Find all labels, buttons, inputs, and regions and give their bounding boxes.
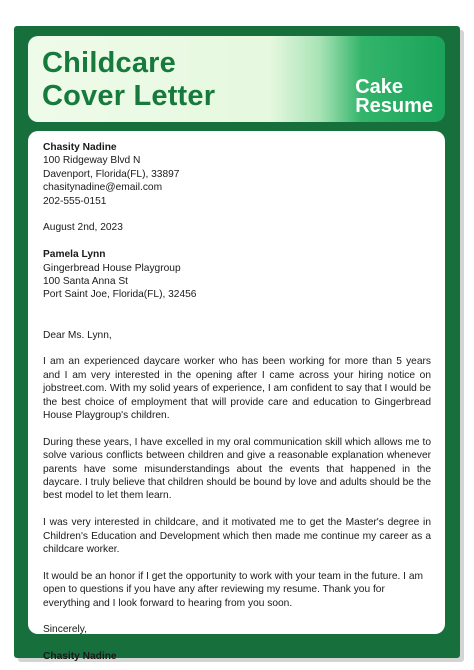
paragraph-1: I am an experienced daycare worker who has been working for more than 5 years and I am very interested in the opening after I came across your hiring notice on jobstreet.com. With my solid years of experience, I am confident to say that I would be the best choice of employment that will provide care and education to Gingerbread House Playgroup's children. (43, 356, 431, 422)
salutation: Dear Ms. Lynn, (43, 329, 112, 341)
cake-resume-logo (355, 78, 433, 116)
paragraph-4: It would be an honor if I get the opportunity to work with your team in the future. I am open to questions if you have any after reviewing my resume. Thank you for everything and I look forward to hearing from you soon. (43, 570, 423, 609)
closing: Sincerely, (43, 624, 87, 636)
logo-line-2: Resume (355, 95, 433, 117)
sender-street: 100 Ridgeway Blvd N (43, 155, 141, 167)
letter-content (43, 141, 431, 664)
recipient-street: 100 Santa Anna St (43, 276, 128, 288)
document-title (42, 47, 215, 113)
sender-phone: 202-555-0151 (43, 195, 107, 207)
recipient-name: Pamela Lynn (43, 249, 106, 261)
recipient-company: Gingerbread House Playgroup (43, 262, 181, 274)
header-banner (28, 36, 445, 122)
title-line-1: Childcare (42, 47, 176, 79)
paragraph-3: I was very interested in childcare, and it motivated me to get the Master's degree in Children's Education and Development which then made me continue my career as a childcare worker. (43, 517, 431, 556)
logo-line-1: Cake (355, 76, 403, 98)
signature-name: Chasity Nadine (43, 651, 117, 663)
letter-body (28, 131, 445, 663)
letter-date: August 2nd, 2023 (43, 222, 123, 234)
sender-city: Davenport, Florida(FL), 33897 (43, 168, 180, 180)
paragraph-2: During these years, I have excelled in my oral communication skill which allows me to solve various conflicts between children and give a reasonable explanation whenever parents have some misunderstandings about the events that happened in the daycare. I truly believe that children should be bound by love and adults should be the best model to let them learn. (43, 436, 431, 502)
sender-name: Chasity Nadine (43, 142, 117, 153)
recipient-city: Port Saint Joe, Florida(FL), 32456 (43, 289, 197, 301)
sender-block (43, 141, 431, 208)
recipient-block (43, 248, 431, 302)
sender-email: chasitynadine@email.com (43, 182, 163, 194)
title-line-2: Cover Letter (42, 80, 216, 112)
